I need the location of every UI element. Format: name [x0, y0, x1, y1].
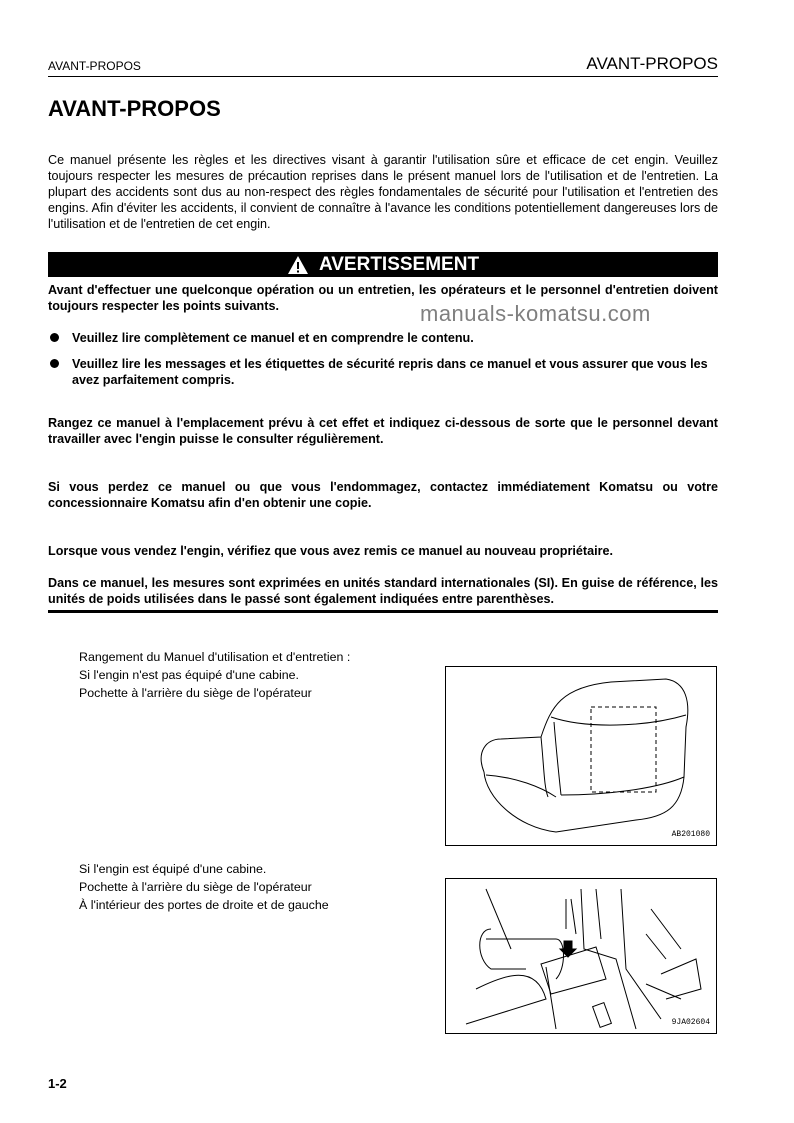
warning-text: Avant d'effectuer une quelconque opération ou un entretien, les opérateurs et le personnel d'entretien doivent toujours respecter les points suivants.	[48, 283, 718, 313]
seat-pocket-figure	[445, 666, 717, 846]
storage-paragraph: Rangez ce manuel à l'emplacement prévu à cet effet et indiquez ci-dessous de sorte que le personnel devant travailler avec l'engin puisse le consulter régulièrement.	[48, 416, 718, 446]
warning-bullet	[48, 330, 718, 346]
storage-no-cab-line: Si l'engin n'est pas équipé d'une cabine.	[79, 668, 299, 682]
storage-cab-line: Si l'engin est équipé d'une cabine.	[79, 862, 267, 876]
storage-cab-line: À l'intérieur des portes de droite et de gauche	[79, 898, 329, 912]
bullet-icon	[50, 359, 59, 368]
header-divider	[48, 76, 718, 77]
storage-cab-line: Pochette à l'arrière du siège de l'opérateur	[79, 880, 312, 894]
warning-bullet	[48, 356, 718, 388]
header-section-left: AVANT-PROPOS	[48, 59, 141, 73]
cab-interior-illustration	[446, 879, 716, 1033]
page-number: 1-2	[48, 1076, 67, 1091]
storage-heading: Rangement du Manuel d'utilisation et d'entretien :	[79, 650, 351, 664]
lost-manual-paragraph: Si vous perdez ce manuel ou que vous l'endommagez, contactez immédiatement Komatsu ou votre concessionnaire Komatsu afin d'en obtenir une copie.	[48, 480, 718, 510]
seat-illustration	[446, 667, 716, 845]
cab-door-pocket-figure	[445, 878, 717, 1034]
header-section-right: AVANT-PROPOS	[586, 54, 718, 73]
warning-banner	[48, 252, 718, 277]
bullet-text: Veuillez lire les messages et les étiquettes de sécurité repris dans ce manuel et vous assurer que vous les avez parfaitement compris.	[72, 357, 708, 387]
figure-code: AB201080	[671, 830, 710, 839]
page-title: AVANT-PROPOS	[48, 96, 221, 121]
units-paragraph: Dans ce manuel, les mesures sont exprimées en unités standard internationales (SI). En guise de référence, les unités de poids utilisées dans le passé sont également indiquées entre parenthèses.	[48, 576, 718, 606]
warning-label: AVERTISSEMENT	[318, 253, 480, 275]
section-divider	[48, 610, 718, 613]
bullet-icon	[50, 333, 59, 342]
warning-triangle-icon	[287, 255, 309, 275]
sale-paragraph: Lorsque vous vendez l'engin, vérifiez que vous avez remis ce manuel au nouveau propriétaire.	[48, 544, 613, 558]
figure-code: 9JA02604	[671, 1018, 710, 1027]
intro-paragraph: Ce manuel présente les règles et les directives visant à garantir l'utilisation sûre et efficace de cet engin. Veuillez toujours respecter les mesures de précaution reprises dans le présent manuel lors de l'utilisation et de l'entretien. La plupart des accidents sont dus au non-respect des règles fondamentales de sécurité pour l'utilisation et l'entretien des engins. Afin d'éviter les accidents, il convient de connaître à l'avance les conditions potentiellement dangereuses lors de l'utilisation et de l'entretien de cet engin.	[48, 153, 718, 231]
bullet-text: Veuillez lire complètement ce manuel et en comprendre le contenu.	[72, 331, 474, 345]
watermark: manuals-komatsu.com	[420, 301, 651, 326]
storage-no-cab-line: Pochette à l'arrière du siège de l'opérateur	[79, 686, 312, 700]
